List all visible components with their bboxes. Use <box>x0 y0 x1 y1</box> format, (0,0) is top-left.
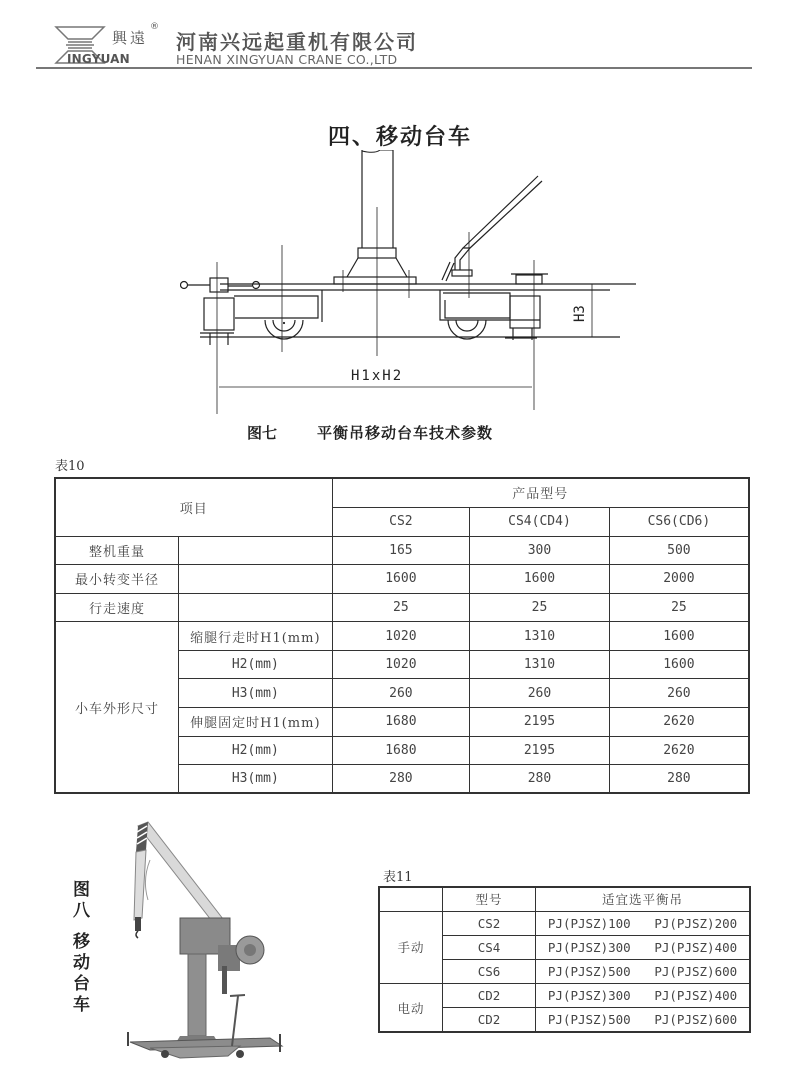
empty-cell <box>179 593 333 622</box>
cell: 500 <box>609 536 749 565</box>
company-name-cn: 河南兴远起重机有限公司 <box>176 30 418 54</box>
row-label: 行走速度 <box>55 593 179 622</box>
cell: 260 <box>332 679 470 708</box>
sub-label: 缩腿行走时H1(mm) <box>179 622 333 651</box>
balancer-cell <box>536 960 750 984</box>
fig8-char: 八 <box>73 901 90 921</box>
sub-label: H2(mm) <box>179 736 333 765</box>
cell: 25 <box>332 593 470 622</box>
figure-8-label <box>73 880 93 1016</box>
fig8-char: 图 <box>73 880 90 900</box>
balancer-option: PJ(PJSZ)300 <box>547 988 631 1004</box>
cell: 2000 <box>609 565 749 594</box>
cell: 1600 <box>470 565 610 594</box>
balancer-cell <box>536 935 750 959</box>
fig8-char: 移 <box>73 932 90 952</box>
group-label-electric: 电动 <box>379 984 442 1032</box>
sub-label: H3(mm) <box>179 679 333 708</box>
sub-label: 伸腿固定时H1(mm) <box>179 708 333 737</box>
balancer-option: PJ(PJSZ)100 <box>547 915 631 931</box>
cell: 2195 <box>470 736 610 765</box>
cell: 165 <box>332 536 470 565</box>
fig8-char: 动 <box>73 953 90 973</box>
table-10-label: 表10 <box>55 459 85 474</box>
row-label: 整机重量 <box>55 536 179 565</box>
model-cell: CD2 <box>442 1008 535 1032</box>
model-cell: CS6 <box>442 960 535 984</box>
table-row <box>55 565 749 594</box>
cell: 260 <box>470 679 610 708</box>
header-model-cs2: CS2 <box>332 507 470 536</box>
table-row <box>55 622 749 651</box>
balancer-cell <box>536 911 750 935</box>
cell: 1020 <box>332 622 470 651</box>
balancer-option: PJ(PJSZ)400 <box>654 988 738 1004</box>
cell: 1310 <box>470 650 610 679</box>
balancer-cell <box>536 1008 750 1032</box>
mobile-trolley-crane-photo <box>120 820 295 1060</box>
balancer-option: PJ(PJSZ)600 <box>654 1012 738 1028</box>
group-label-manual: 手动 <box>379 911 442 984</box>
row-label: 最小转变半径 <box>55 565 179 594</box>
balancer-option: PJ(PJSZ)300 <box>547 939 631 955</box>
sub-label: H2(mm) <box>179 650 333 679</box>
cell: 1680 <box>332 708 470 737</box>
cell: 1310 <box>470 622 610 651</box>
table-11-label: 表11 <box>383 870 413 885</box>
balancer-cell <box>536 984 750 1008</box>
cell: 280 <box>609 765 749 794</box>
cell: 1600 <box>332 565 470 594</box>
cell: 2195 <box>470 708 610 737</box>
fig8-spacer <box>73 922 93 932</box>
header-divider <box>36 67 752 69</box>
empty-cell <box>179 565 333 594</box>
cell: 2620 <box>609 708 749 737</box>
table-row <box>379 911 750 935</box>
company-name-en: HENAN XINGYUAN CRANE CO.,LTD <box>176 52 398 67</box>
header-suitable-balancer: 适宜选平衡吊 <box>536 887 750 911</box>
cell: 280 <box>470 765 610 794</box>
cell: 1600 <box>609 650 749 679</box>
model-cell: CD2 <box>442 984 535 1008</box>
header-model: 型号 <box>442 887 535 911</box>
cell: 1020 <box>332 650 470 679</box>
registered-mark: ® <box>150 22 159 32</box>
empty-cell <box>179 536 333 565</box>
model-cell: CS4 <box>442 935 535 959</box>
balancer-option: PJ(PJSZ)600 <box>654 964 738 980</box>
figure-7-number: 图七 <box>247 424 278 442</box>
cell: 300 <box>470 536 610 565</box>
model-cell: CS2 <box>442 911 535 935</box>
brand-name-en: INGYUAN <box>67 52 130 66</box>
balancer-option: PJ(PJSZ)200 <box>654 915 738 931</box>
cell: 1600 <box>609 622 749 651</box>
h3-label: H3 <box>572 305 588 322</box>
header-model-cs6: CS6(CD6) <box>609 507 749 536</box>
cell: 260 <box>609 679 749 708</box>
figure-7-caption: 平衡吊移动台车技术参数 <box>317 424 494 442</box>
brand-name-cn: 興遠 <box>112 29 149 47</box>
header-model-cs4: CS4(CD4) <box>470 507 610 536</box>
header-product-model: 产品型号 <box>332 478 749 507</box>
h1xh2-label: H1xH2 <box>351 368 404 384</box>
cell: 1680 <box>332 736 470 765</box>
balancer-option: PJ(PJSZ)400 <box>654 939 738 955</box>
fig8-char: 台 <box>73 974 90 994</box>
header-blank <box>379 887 442 911</box>
table-row <box>379 984 750 1008</box>
trolley-technical-drawing <box>180 150 640 420</box>
sub-label: H3(mm) <box>179 765 333 794</box>
table-row <box>55 593 749 622</box>
cell: 2620 <box>609 736 749 765</box>
table-10-trolley-specs <box>54 477 750 794</box>
fig8-char: 车 <box>73 995 90 1015</box>
table-row <box>55 536 749 565</box>
balancer-option: PJ(PJSZ)500 <box>547 964 631 980</box>
cell: 25 <box>470 593 610 622</box>
group-label: 小车外形尺寸 <box>55 622 179 794</box>
cell: 280 <box>332 765 470 794</box>
section-title: 四、移动台车 <box>327 124 472 150</box>
table-11-balancer-selection <box>378 886 751 1033</box>
header-item: 项目 <box>55 478 332 536</box>
balancer-option: PJ(PJSZ)500 <box>547 1012 631 1028</box>
cell: 25 <box>609 593 749 622</box>
